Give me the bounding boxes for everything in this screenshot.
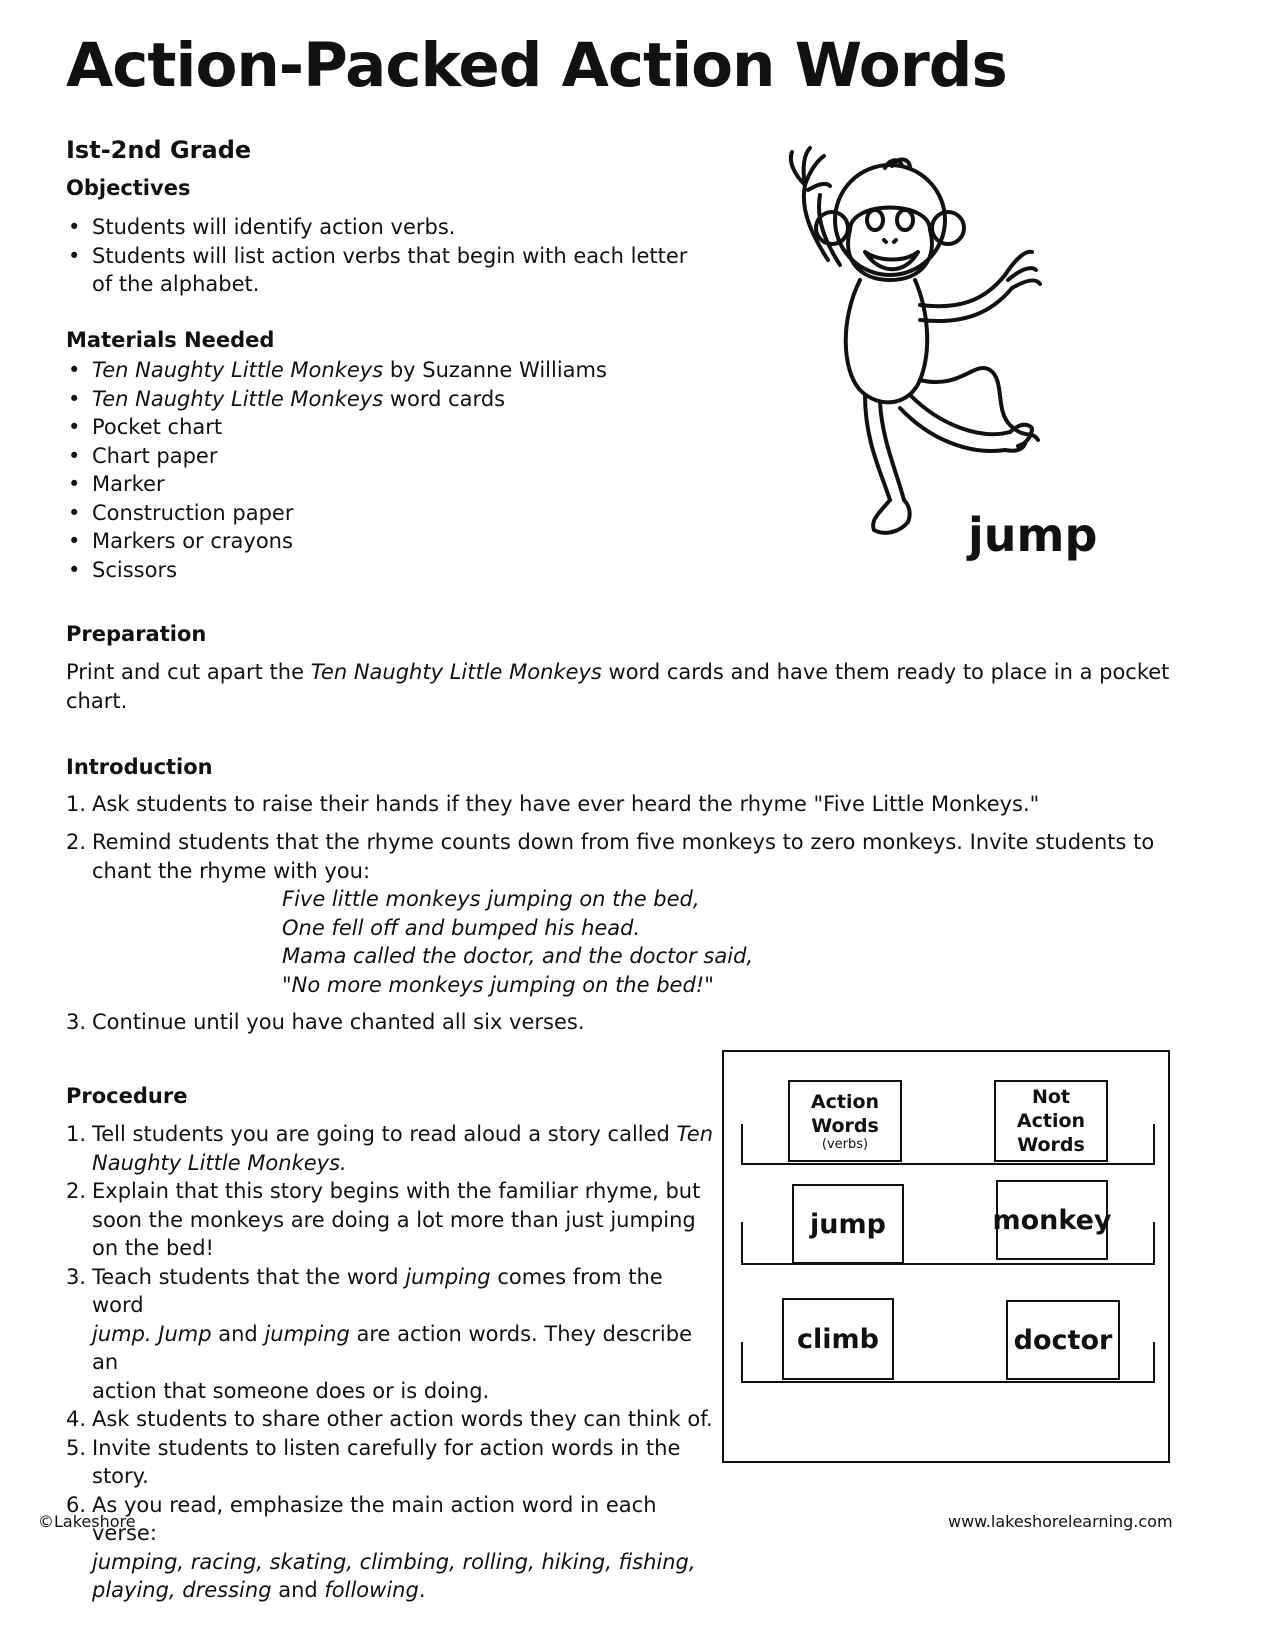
procedure-heading: Procedure <box>66 1084 188 1108</box>
objective-item: • Students will list action verbs that begin with each letter of the alphabet. <box>66 242 706 299</box>
grade-level: Ist-2nd Grade <box>66 136 252 164</box>
material-item: • Construction paper <box>66 499 706 528</box>
poem-line: Mama called the doctor, and the doctor said, <box>282 944 754 968</box>
card-monkey: monkey <box>996 1180 1108 1260</box>
intro-step: 1. Ask students to raise their hands if they have ever heard the rhyme "Five Little Monkeys." <box>66 792 1040 816</box>
material-item: • Scissors <box>66 556 706 585</box>
material-item: • Pocket chart <box>66 413 706 442</box>
material-item: • Markers or crayons <box>66 527 706 556</box>
materials-heading: Materials Needed <box>66 328 275 352</box>
material-item: • Ten Naughty Little Monkeys by Suzanne Williams <box>66 356 706 385</box>
poem-line: Five little monkeys jumping on the bed, <box>282 887 700 911</box>
material-item: • Chart paper <box>66 442 706 471</box>
procedure-step: 6. As you read, emphasize the main action word in each verse: jumping, racing, skating, climbing, rolling, hiking, fishing, playing, dressing and following. <box>66 1492 696 1602</box>
materials-list <box>66 356 706 584</box>
introduction-steps-3 <box>66 1008 1186 1037</box>
material-item: • Marker <box>66 470 706 499</box>
procedure-step: 3. Teach students that the word jumping comes from the word jump. Jump and jumping are action words. They describe an action that someone does or is doing. <box>66 1264 692 1403</box>
procedure-step: 5. Invite students to listen carefully for action words in the story. <box>66 1435 681 1488</box>
card-climb: climb <box>782 1298 894 1380</box>
introduction-steps-2 <box>66 828 1186 885</box>
card-jump: jump <box>792 1184 904 1264</box>
objectives-heading: Objectives <box>66 176 191 200</box>
monkey-jumping-icon <box>770 140 1070 560</box>
procedure-steps <box>66 1120 716 1605</box>
poem-line: "No more monkeys jumping on the bed!" <box>282 972 714 997</box>
objectives-list <box>66 213 706 299</box>
pocket-chart-illustration <box>722 1050 1170 1463</box>
preparation-heading: Preparation <box>66 622 207 646</box>
introduction-steps <box>66 790 1186 819</box>
illustration-caption: jump <box>968 508 1098 562</box>
rhyme-poem <box>282 885 753 999</box>
intro-step: 2. Remind students that the rhyme counts down from five monkeys to zero monkeys. Invite students to chant the rhyme with you: <box>66 830 1155 883</box>
footer-website[interactable]: www.lakeshorelearning.com <box>948 1512 1173 1531</box>
page-title: Action-Packed Action Words <box>66 30 1007 101</box>
poem-line: One fell off and bumped his head. <box>282 915 641 940</box>
preparation-text: Print and cut apart the Ten Naughty Little Monkeys word cards and have them ready to place in a pocket chart. <box>66 660 1170 713</box>
footer-copyright: ©Lakeshore <box>38 1512 136 1531</box>
procedure-step: 1. Tell students you are going to read aloud a story called Ten Naughty Little Monkeys. <box>66 1122 714 1175</box>
card-doctor: doctor <box>1006 1300 1120 1380</box>
material-item: • Ten Naughty Little Monkeys word cards <box>66 385 706 414</box>
procedure-step: 2. Explain that this story begins with the familiar rhyme, but soon the monkeys are doing a lot more than just jumping on the bed! <box>66 1179 701 1260</box>
procedure-step: 4. Ask students to share other action words they can think of. <box>66 1407 713 1431</box>
introduction-heading: Introduction <box>66 755 213 779</box>
card-action-words-header: Action Words (verbs) <box>788 1080 902 1162</box>
card-not-action-words-header: Not Action Words <box>994 1080 1108 1162</box>
objective-item: • Students will identify action verbs. <box>66 213 706 242</box>
intro-step: 3. Continue until you have chanted all six verses. <box>66 1010 585 1034</box>
